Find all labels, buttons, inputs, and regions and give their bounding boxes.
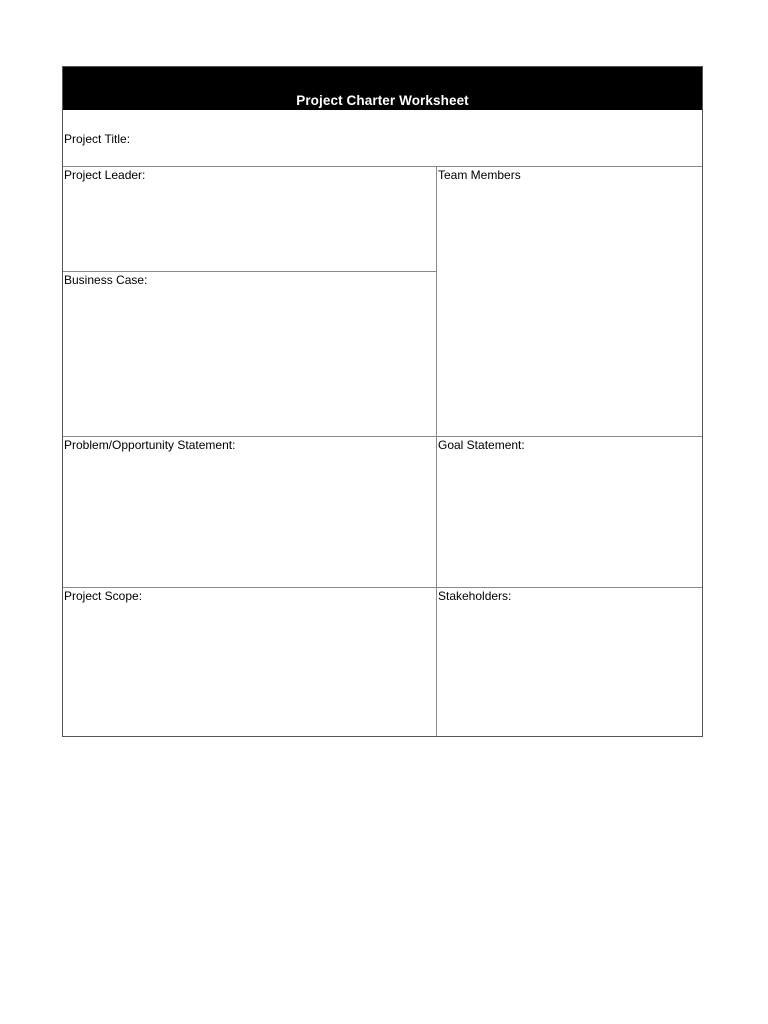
grid-line	[63, 271, 436, 272]
grid-line	[436, 167, 437, 736]
project-title-cell[interactable]	[63, 110, 702, 166]
business-case-cell[interactable]	[63, 272, 436, 436]
team-members-label: Team Members	[438, 168, 521, 182]
problem-statement-label: Problem/Opportunity Statement:	[64, 438, 236, 452]
worksheet-header	[63, 67, 702, 110]
project-leader-cell[interactable]	[63, 167, 436, 271]
problem-statement-cell[interactable]	[63, 437, 436, 587]
project-charter-worksheet	[62, 66, 703, 737]
goal-statement-label: Goal Statement:	[438, 438, 525, 452]
business-case-label: Business Case:	[64, 273, 148, 287]
stakeholders-label: Stakeholders:	[438, 589, 512, 603]
project-title-label: Project Title:	[64, 132, 131, 146]
team-members-cell[interactable]	[437, 167, 703, 436]
worksheet-title: Project Charter Worksheet	[296, 93, 469, 108]
grid-line	[63, 166, 702, 167]
project-scope-cell[interactable]	[63, 588, 436, 736]
project-scope-label: Project Scope:	[64, 589, 143, 603]
goal-statement-cell[interactable]	[437, 437, 703, 587]
grid-line	[63, 587, 702, 588]
grid-line	[63, 436, 702, 437]
project-leader-label: Project Leader:	[64, 168, 146, 182]
stakeholders-cell[interactable]	[437, 588, 703, 736]
